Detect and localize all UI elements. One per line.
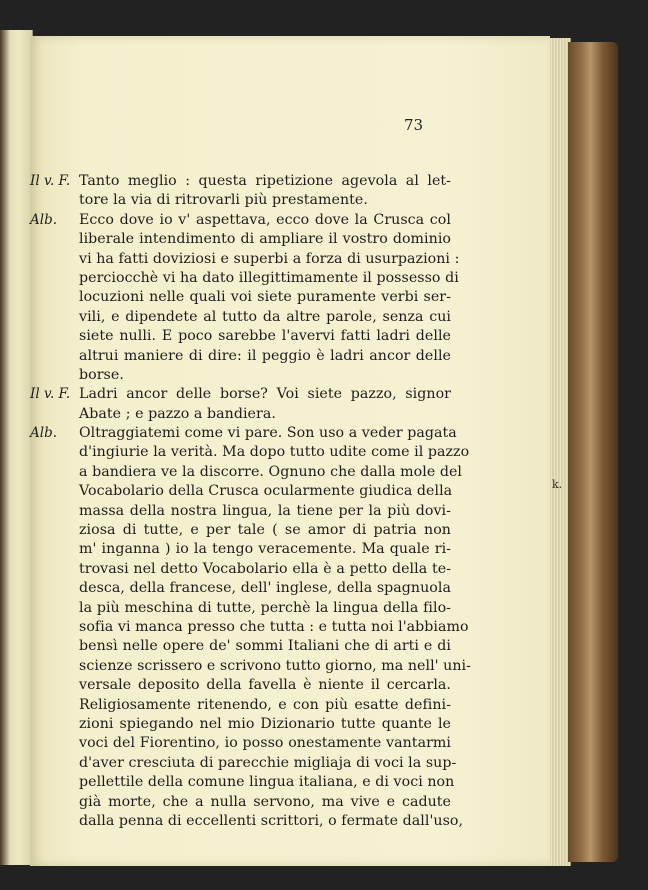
text-line: altrui maniere di dire: il peggio è ladri ancor delle <box>79 347 451 364</box>
text-line: siete nulli. E poco sarebbe l'avervi fatti ladri delle <box>79 328 451 345</box>
text-line: tore la via di ritrovarli più prestamente. <box>79 192 368 209</box>
text-line: zioni spiegando nel mio Dizionario tutte quante le <box>79 715 451 732</box>
page-text <box>30 172 471 831</box>
cover-mark: k. <box>552 478 563 491</box>
speech-block <box>30 211 460 386</box>
text-line: massa della nostra lingua, la tiene per la più dovi- <box>79 502 451 519</box>
speech-block <box>30 172 451 211</box>
text-line: trovasi nel detto Vocabolario ella è a petto della te- <box>79 560 451 577</box>
text-line: versale deposito della favella è niente il cercarla. <box>79 677 451 694</box>
text-line: d'aver cresciuta di parecchie migliaja di voci la sup- <box>79 754 457 771</box>
book-page <box>30 36 550 866</box>
text-line: Abate ; e pazzo a bandiera. <box>79 405 276 422</box>
text-line: scienze scrissero e scrivono tutto giorno, ma nell' uni- <box>79 657 471 674</box>
text-line: ziosa di tutte, e per tale ( se amor di patria non <box>79 522 451 539</box>
page-number: 73 <box>404 116 424 134</box>
text-line: Vocabolario della Crusca ocularmente giudica della <box>79 483 453 500</box>
text-line: m' inganna ) io la tengo veracemente. Ma quale ri- <box>79 541 451 558</box>
text-line: la più meschina di tutte, perchè la lingua della filo- <box>79 599 451 616</box>
text-line: vili, e dipendete al tutto da altre parole, senza cui <box>79 308 451 325</box>
text-line: liberale intendimento di ampliare il vostro dominio <box>79 231 451 248</box>
text-line: perciocchè vi ha dato illegittimamente il possesso di <box>79 269 459 286</box>
text-line: Ecco dove io v' aspettava, ecco dove la Crusca col <box>79 211 451 228</box>
text-line: già morte, che a nulla servono, ma vive e cadute <box>79 793 451 810</box>
speaker-name: Alb. <box>30 211 57 228</box>
text-line: a bandiera ve la discorre. Ognuno che dalla mole del <box>79 463 463 480</box>
text-line: bensì nelle opere de' sommi Italiani che di arti e di <box>79 638 451 655</box>
text-line: dalla penna di eccellenti scrittori, o fermate dall'uso, <box>79 812 464 829</box>
speaker-name: Il v. F. <box>30 173 71 189</box>
speaker-name: Alb. <box>30 425 57 442</box>
text-line: desca, della francese, dell' inglese, della spagnuola <box>79 580 451 597</box>
text-line: borse. <box>79 366 124 383</box>
text-line: Religiosamente ritenendo, e con più esatte defini- <box>79 696 451 713</box>
text-line: Tanto meglio : questa ripetizione agevola al let- <box>79 173 451 189</box>
text-line: sofia vi manca presso che tutta : e tutta noi l'abbiamo <box>79 618 469 635</box>
text-line: d'ingiurie la verità. Ma dopo tutto udite come il pazzo <box>79 444 470 461</box>
text-line: vi ha fatti doviziosi e superbi a forza di usurpazioni : <box>79 250 460 267</box>
text-line: voci del Fiorentino, io posso onestamente vantarmi <box>79 735 451 752</box>
text-line: Ladri ancor delle borse? Voi siete pazzo, signor <box>79 386 451 403</box>
book-cover <box>568 42 618 862</box>
text-line: pellettile della comune lingua italiana, e di voci non <box>79 774 455 791</box>
speech-block <box>30 424 471 831</box>
speech-block <box>30 385 451 424</box>
speaker-name: Il v. F. <box>30 386 71 403</box>
binding-shadow <box>0 30 10 865</box>
page-block-edges <box>548 38 570 866</box>
text-line: Oltraggiatemi come vi pare. Son uso a veder pagata <box>79 425 457 442</box>
text-line: locuzioni nelle quali voi siete puramente verbi ser- <box>79 289 451 306</box>
